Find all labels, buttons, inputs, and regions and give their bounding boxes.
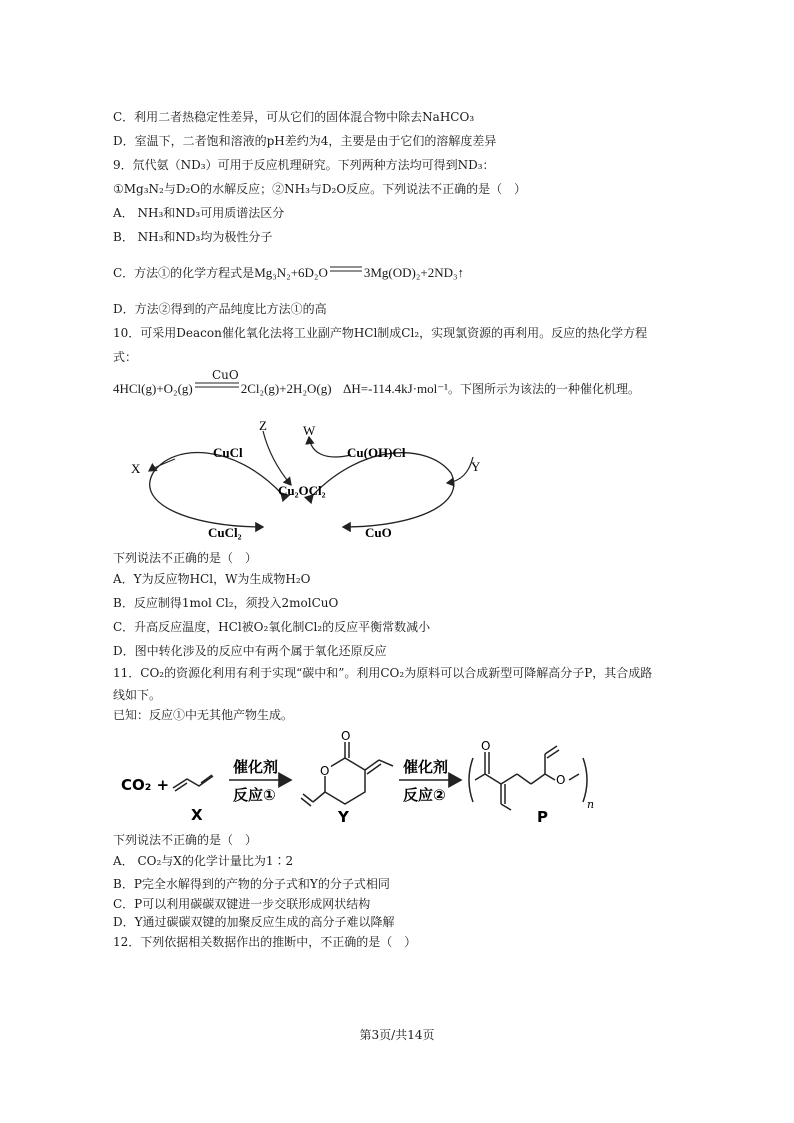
q10-equation-tail: 。下图所示为该法的一种催化机理。 (448, 382, 641, 396)
equals-double-line (328, 265, 364, 275)
polymer-subscript-n: n (587, 798, 595, 811)
x-output-arrow (149, 459, 175, 471)
cycle-label-z: Z (259, 418, 267, 433)
co2-plus: CO₂ + (121, 776, 170, 794)
q10-question: 下列说法不正确的是（ ） (113, 551, 258, 565)
q11-stem-line2: 线如下。 (113, 688, 162, 702)
q9-option-c-lhs: Mg₃N₂+6D₂O (254, 265, 328, 280)
q9-option-c-rhs: 3Mg(OD)₂+2ND₃↑ (363, 265, 465, 280)
q9-option-c (113, 265, 464, 281)
q12-stem: 12．下列依据相关数据作出的推断中，不正确的是（ ） (113, 935, 417, 949)
q11-option-c: C．P可以利用碳碳双键进一步交联形成网状结构 (113, 897, 371, 911)
reaction-label-2: 反应② (403, 786, 446, 804)
q10-thermo-equation (113, 381, 640, 397)
q11-known: 已知：反应①中无其他产物生成。 (113, 708, 294, 722)
catalyst-label-1: 催化剂 (233, 758, 279, 776)
q10-option-c: C．升高反应温度，HCl被O₂氧化制Cl₂的反应平衡常数减小 (113, 620, 431, 634)
lactone-y-structure (301, 742, 393, 806)
q11-stem-line1: 11．CO₂的资源化利用有利于实现“碳中和”。利用CO₂为原料可以合成新型可降解高分子P，其合成路 (113, 666, 653, 680)
q10-stem-line1: 10．可采用Deacon催化氧化法将工业副产物HCl制成Cl₂，实现氯资源的再利用。反应的热化学方程 (113, 326, 648, 340)
right-cycle-arrow (313, 453, 454, 527)
cycle-label-cuohcl: Cu(OH)Cl (347, 445, 406, 460)
cycle-label-w: W (303, 423, 316, 438)
cycle-label-cuo: CuO (365, 525, 392, 540)
q8-option-c: C．利用二者热稳定性差异，可从它们的固体混合物中除去NaHCO₃ (113, 110, 475, 124)
y-input-arrow (447, 457, 473, 483)
q10-option-a: A．Y为反应物HCl，W为生成物H₂O (113, 572, 311, 586)
q9-stem-line2: ①Mg₃N₂与D₂O的水解反应；②NH₃与D₂O反应。下列说法不正确的是（ ） (113, 182, 527, 196)
q11-option-b: B．P完全水解得到的产物的分子式和Y的分子式相同 (113, 877, 390, 891)
q9-option-a: A． NH₃和ND₃可用质谱法区分 (113, 206, 285, 220)
q10-equation-lhs: 4HCl(g)+O₂(g) (113, 381, 193, 396)
synthesis-scheme-diagram (113, 728, 633, 828)
q9-option-b: B． NH₃和ND₃均为极性分子 (113, 230, 273, 244)
equals-double-line (193, 381, 241, 391)
catalytic-cycle-diagram (113, 415, 513, 550)
q10-delta-h: ΔH=-114.4kJ·mol⁻¹ (342, 381, 449, 396)
carbonyl-oxygen-y: O (341, 729, 351, 743)
cycle-label-cu2ocl2: Cu₂OCl₂ (278, 483, 326, 498)
q10-option-d: D．图中转化涉及的反应中有两个属于氧化还原反应 (113, 644, 387, 658)
polymer-ether-oxygen: O (556, 773, 566, 787)
label-p: P (537, 808, 548, 826)
label-x: X (191, 806, 203, 824)
polymer-carbonyl-oxygen: O (481, 739, 491, 753)
q9-option-d: D．方法②得到的产品纯度比方法①的高 (113, 302, 327, 316)
q9-stem-line1: 9．氘代氨（ND₃）可用于反应机理研究。下列两种方法均可得到ND₃： (113, 158, 495, 172)
cycle-label-cucl2: CuCl₂ (208, 525, 242, 540)
cycle-label-y: Y (471, 459, 481, 474)
label-y: Y (338, 808, 349, 826)
catalyst-label-2: 催化剂 (403, 758, 449, 776)
q8-option-d: D．室温下，二者饱和溶液的pH差约为4，主要是由于它们的溶解度差异 (113, 134, 497, 148)
q10-option-b: B．反应制得1mol Cl₂，须投入2molCuO (113, 596, 339, 610)
polymer-p-structure (469, 746, 587, 810)
q11-option-d: D．Y通过碳碳双键的加聚反应生成的高分子难以降解 (113, 915, 395, 929)
w-output-arrow (309, 437, 351, 457)
left-cycle-arrow (150, 453, 281, 527)
q11-question: 下列说法不正确的是（ ） (113, 833, 258, 847)
ring-oxygen-y: O (320, 764, 330, 778)
q11-option-a: A． CO₂与X的化学计量比为1∶2 (113, 854, 294, 868)
cycle-label-x: X (131, 461, 141, 476)
q10-equation-rhs: 2Cl₂(g)+2H₂O(g) (240, 381, 332, 396)
cycle-label-cucl: CuCl (213, 445, 243, 460)
q10-stem-line2: 式： (113, 350, 138, 364)
page-footer: 第3页/共14页 (359, 1028, 435, 1042)
reaction-label-1: 反应① (233, 786, 276, 804)
q10-equation-catalyst: CuO (212, 368, 239, 382)
q9-option-c-prefix: C．方法①的化学方程式是 (113, 266, 255, 280)
z-input-arrow (263, 431, 291, 485)
